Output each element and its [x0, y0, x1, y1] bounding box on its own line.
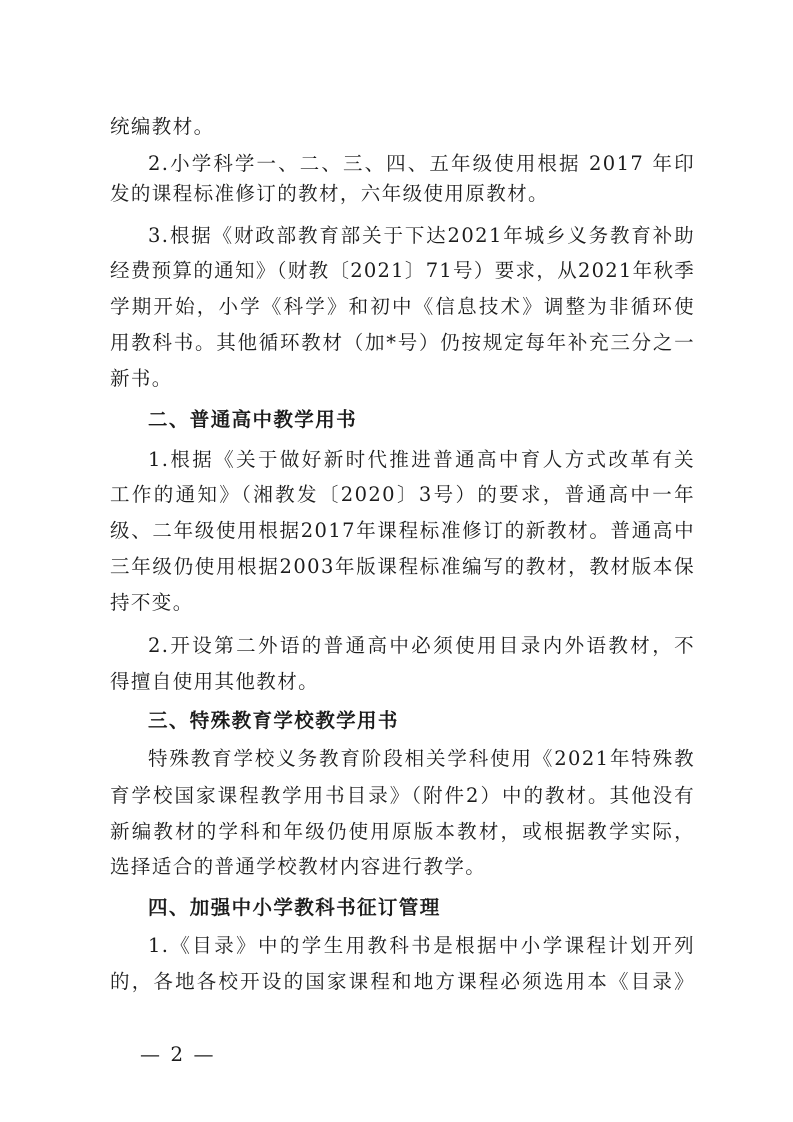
text-line: 持不变。	[110, 591, 194, 614]
text-line: 学期开始，小学《科学》和初中《信息技术》调整为非循环使	[110, 295, 695, 318]
text-line: 育学校国家课程教学用书目录》（附件2）中的教材。其他没有	[110, 784, 695, 807]
text-line: 2.开设第二外语的普通高中必须使用目录内外语教材，不	[148, 634, 695, 657]
page-number: — 2 —	[140, 1042, 216, 1066]
text-line: 用教科书。其他循环教材（加*号）仍按规定每年补充三分之一	[110, 331, 695, 354]
section-heading: 四、加强中小学教科书征订管理	[148, 896, 441, 919]
text-line: 统编教材。	[110, 115, 215, 138]
text-line: 选择适合的普通学校教材内容进行教学。	[110, 855, 487, 878]
text-line: 得擅自使用其他教材。	[110, 670, 320, 693]
text-line: 三年级仍使用根据2003年版课程标准编写的教材，教材版本保	[110, 555, 695, 578]
text-line: 1.根据《关于做好新时代推进普通高中育人方式改革有关	[148, 448, 695, 471]
text-line: 3.根据《财政部教育部关于下达2021年城乡义务教育补助	[148, 224, 695, 247]
text-line: 级、二年级使用根据2017年课程标准修订的新教材。普通高中	[110, 519, 695, 542]
text-line: 经费预算的通知》（财教〔2021〕71号）要求，从2021年秋季	[110, 259, 695, 282]
text-line: 工作的通知》（湘教发〔2020〕3号）的要求，普通高中一年	[110, 483, 695, 506]
text-line: 新书。	[110, 367, 173, 390]
text-line: 的，各地各校开设的国家课程和地方课程必须选用本《目录》	[110, 970, 695, 993]
text-line: 2.小学科学一、二、三、四、五年级使用根据 2017 年印	[148, 152, 695, 175]
text-line: 新编教材的学科和年级仍使用原版本教材，或根据教学实际，	[110, 820, 695, 843]
text-line: 特殊教育学校义务教育阶段相关学科使用《2021年特殊教	[148, 747, 695, 770]
text-line: 1.《目录》中的学生用教科书是根据中小学课程计划开列	[148, 934, 695, 957]
section-heading: 三、特殊教育学校教学用书	[148, 709, 399, 732]
text-line: 发的课程标准修订的教材，六年级使用原教材。	[110, 182, 549, 205]
section-heading: 二、普通高中教学用书	[148, 408, 358, 431]
